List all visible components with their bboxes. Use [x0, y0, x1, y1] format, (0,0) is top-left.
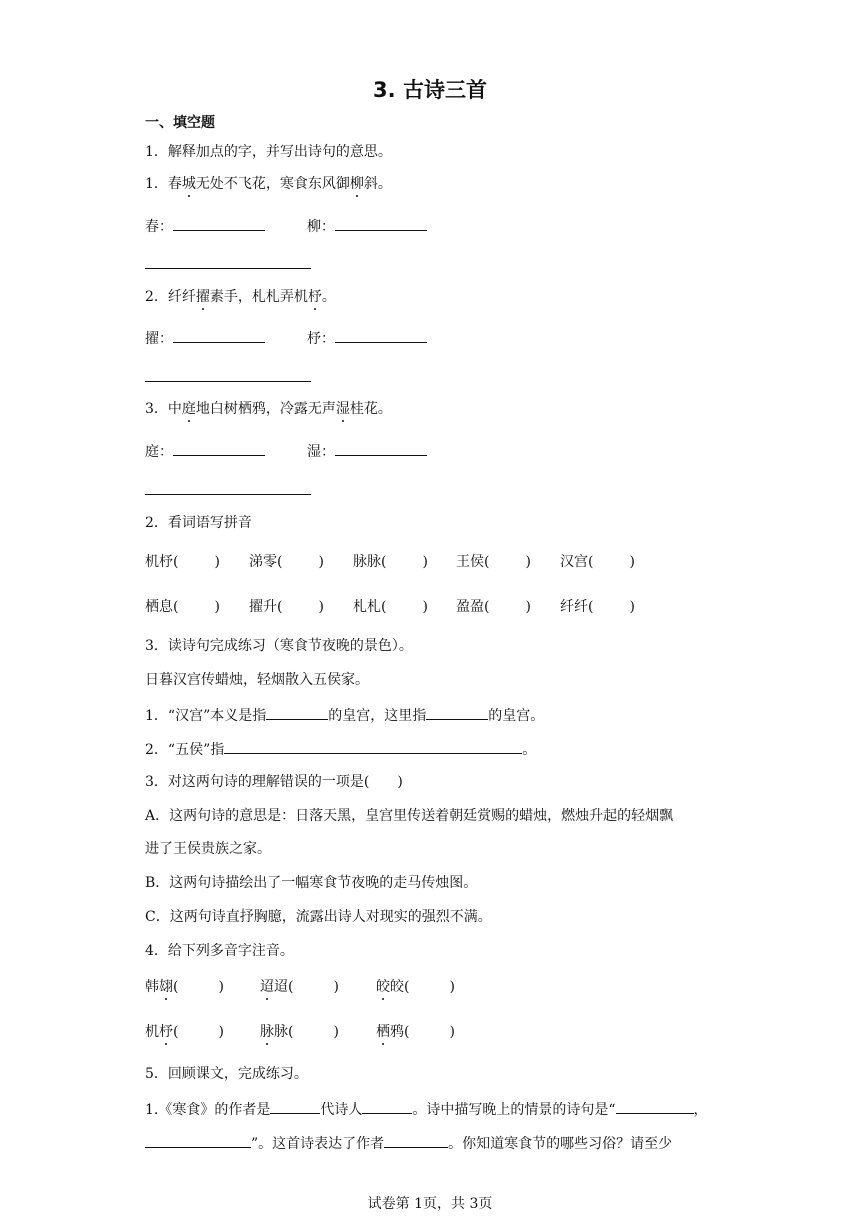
- q3-option-a-cont: 进了王侯贵族之家。: [145, 841, 271, 857]
- q1-item-2-word2: 杼：: [307, 328, 427, 348]
- dotted-char: 庭: [181, 401, 196, 417]
- q1-item-3: 3．中庭地白树栖鸦，冷露无声湿桂花。: [145, 401, 392, 417]
- answer-blank[interactable]: [224, 739, 522, 754]
- pinyin-item: 机杼( ): [145, 554, 220, 570]
- pinyin-item: 涕零( ): [249, 554, 324, 570]
- polyphone-item: 韩翃( ): [145, 979, 224, 995]
- q5-stem: 5．回顾课文，完成练习。: [145, 1066, 308, 1082]
- q1-item-1-word1: 春：: [145, 216, 265, 236]
- q3-sub2: 2．“五侯”指 。: [145, 739, 536, 759]
- answer-blank[interactable]: [173, 441, 265, 456]
- polyphone-item: 皎皎( ): [376, 979, 455, 995]
- q3-option-b: B．这两句诗描绘出了一幅寒食节夜晚的走马传烛图。: [145, 875, 478, 891]
- q3-poem: 日暮汉宫传蜡烛，轻烟散入五侯家。: [145, 672, 369, 688]
- dotted-char: 杼: [307, 289, 322, 305]
- pinyin-item: 汉宫( ): [560, 554, 635, 570]
- q3-stem: 3．读诗句完成练习（寒食节夜晚的景色）。: [145, 638, 413, 654]
- q1-item-3-word1: 庭：: [145, 441, 265, 461]
- answer-blank[interactable]: [173, 328, 265, 343]
- pinyin-item: 王侯( ): [456, 554, 531, 570]
- q1-item-1-word2: 柳：: [307, 216, 427, 236]
- answer-blank[interactable]: [616, 1099, 694, 1114]
- answer-blank[interactable]: [426, 705, 488, 720]
- dotted-char: 湿: [335, 401, 350, 417]
- section-heading: 一、填空题: [145, 115, 215, 131]
- q3-option-c: C．这两句诗直抒胸臆，流露出诗人对现实的强烈不满。: [145, 909, 492, 925]
- q2-stem: 2．看词语写拼音: [145, 515, 252, 531]
- answer-blank[interactable]: [145, 1133, 251, 1148]
- pinyin-item: 盈盈( ): [456, 599, 531, 615]
- answer-blank[interactable]: [173, 216, 265, 231]
- meaning-blank[interactable]: [145, 494, 311, 495]
- page-footer: 试卷第 1页，共 3页: [367, 1196, 493, 1212]
- q1-item-3-word2: 湿：: [307, 441, 427, 461]
- q1-item-1: 1．春城无处不飞花，寒食东风御柳斜。: [145, 176, 392, 192]
- dotted-char: 城: [181, 176, 196, 192]
- q3-sub3: 3．对这两句诗的理解错误的一项是( ): [145, 774, 403, 790]
- polyphone-item: 机杼( ): [145, 1024, 224, 1040]
- answer-blank[interactable]: [335, 441, 427, 456]
- answer-blank[interactable]: [362, 1099, 412, 1114]
- meaning-blank[interactable]: [145, 268, 311, 269]
- q1-item-2: 2．纤纤擢素手，札札弄机杼。: [145, 289, 336, 305]
- pinyin-item: 札札( ): [353, 599, 428, 615]
- answer-blank[interactable]: [335, 216, 427, 231]
- answer-blank[interactable]: [335, 328, 427, 343]
- polyphone-item: 迢迢( ): [260, 979, 339, 995]
- meaning-blank[interactable]: [145, 381, 311, 382]
- q3-option-a: A．这两句诗的意思是：日落天黑，皇宫里传送着朝廷赏赐的蜡烛，燃烛升起的轻烟飘: [145, 808, 674, 824]
- answer-blank[interactable]: [270, 1099, 320, 1114]
- polyphone-item: 栖鸦( ): [376, 1024, 455, 1040]
- dotted-char: 柳: [349, 176, 364, 192]
- dotted-char: 擢: [195, 289, 210, 305]
- q5-line-1: 1.《寒食》的作者是 代诗人 。诗中描写晚上的情景的诗句是“ ，: [145, 1099, 708, 1119]
- pinyin-item: 擢升( ): [249, 599, 324, 615]
- q4-stem: 4．给下列多音字注音。: [145, 943, 294, 959]
- pinyin-item: 脉脉( ): [353, 554, 428, 570]
- answer-blank[interactable]: [266, 705, 328, 720]
- q1-stem: 1．解释加点的字，并写出诗句的意思。: [145, 144, 392, 160]
- q5-line-2: ”。这首诗表达了作者 。你知道寒食节的哪些习俗？请至少: [145, 1133, 672, 1153]
- polyphone-item: 脉脉( ): [260, 1024, 339, 1040]
- page-title: 3. 古诗三首: [373, 78, 487, 102]
- pinyin-item: 纤纤( ): [560, 599, 635, 615]
- q1-item-2-word1: 擢：: [145, 328, 265, 348]
- pinyin-item: 栖息( ): [145, 599, 220, 615]
- answer-blank[interactable]: [384, 1133, 448, 1148]
- q3-sub1: 1．“汉宫”本义是指 的皇宫，这里指 的皇宫。: [145, 705, 544, 725]
